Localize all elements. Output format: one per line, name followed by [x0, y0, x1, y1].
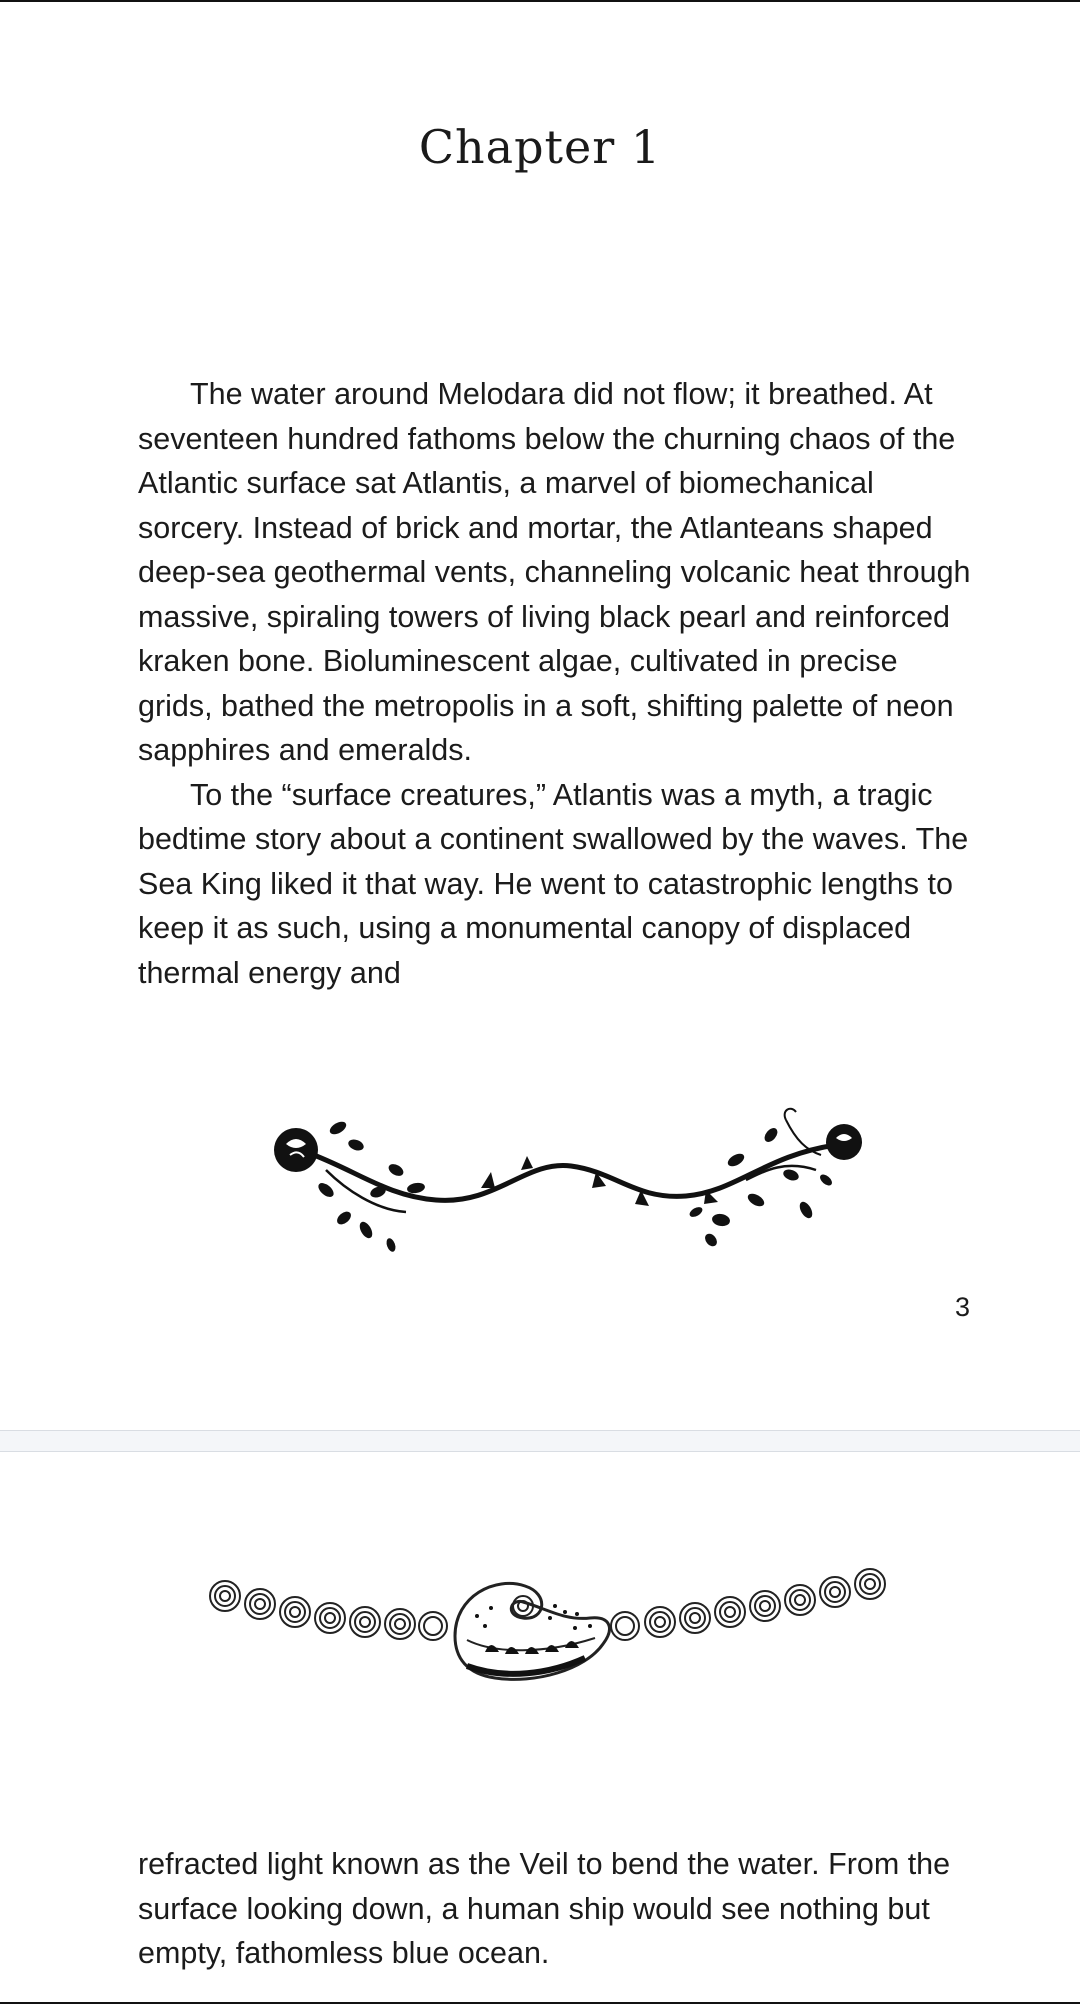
book-page-3 — [0, 2, 1080, 1430]
page-4-body-text — [138, 1842, 978, 1976]
paragraph-3: refracted light known as the Veil to bend the water. From the surface looking down, a human ship would see nothing but empty, fathomless blue ocean. — [138, 1847, 951, 1970]
shell-wave-divider-icon — [205, 1566, 895, 1712]
paragraph-1: The water around Melodara did not flow; it breathed. At seventeen hundred fathoms below the churning chaos of the Atlantic surface sat Atlantis, a marvel of biomechanical sorcery. Instead of brick and mortar, the Atlanteans shaped deep-sea geothermal vents, channeling volcanic heat through massive, spiraling towers of living black pearl and reinforced kraken bone. Bioluminescent algae, cultivated in precise grids, bathed the metropolis in a soft, shifting palette of neon sapphires and emeralds. — [138, 377, 971, 767]
paragraph-2: To the “surface creatures,” Atlantis was a myth, a tragic bedtime story about a continent swallowed by the waves. The Sea King liked it that way. He went to catastrophic lengths to keep it as such, using a monumental canopy of displaced thermal energy and — [138, 777, 969, 990]
page-separator — [0, 1430, 1080, 1452]
page-number: 3 — [954, 1292, 970, 1322]
chapter-title: Chapter 1 — [418, 120, 662, 174]
page-3-body-text — [138, 372, 978, 995]
rose-vine-divider-icon — [266, 1100, 872, 1270]
